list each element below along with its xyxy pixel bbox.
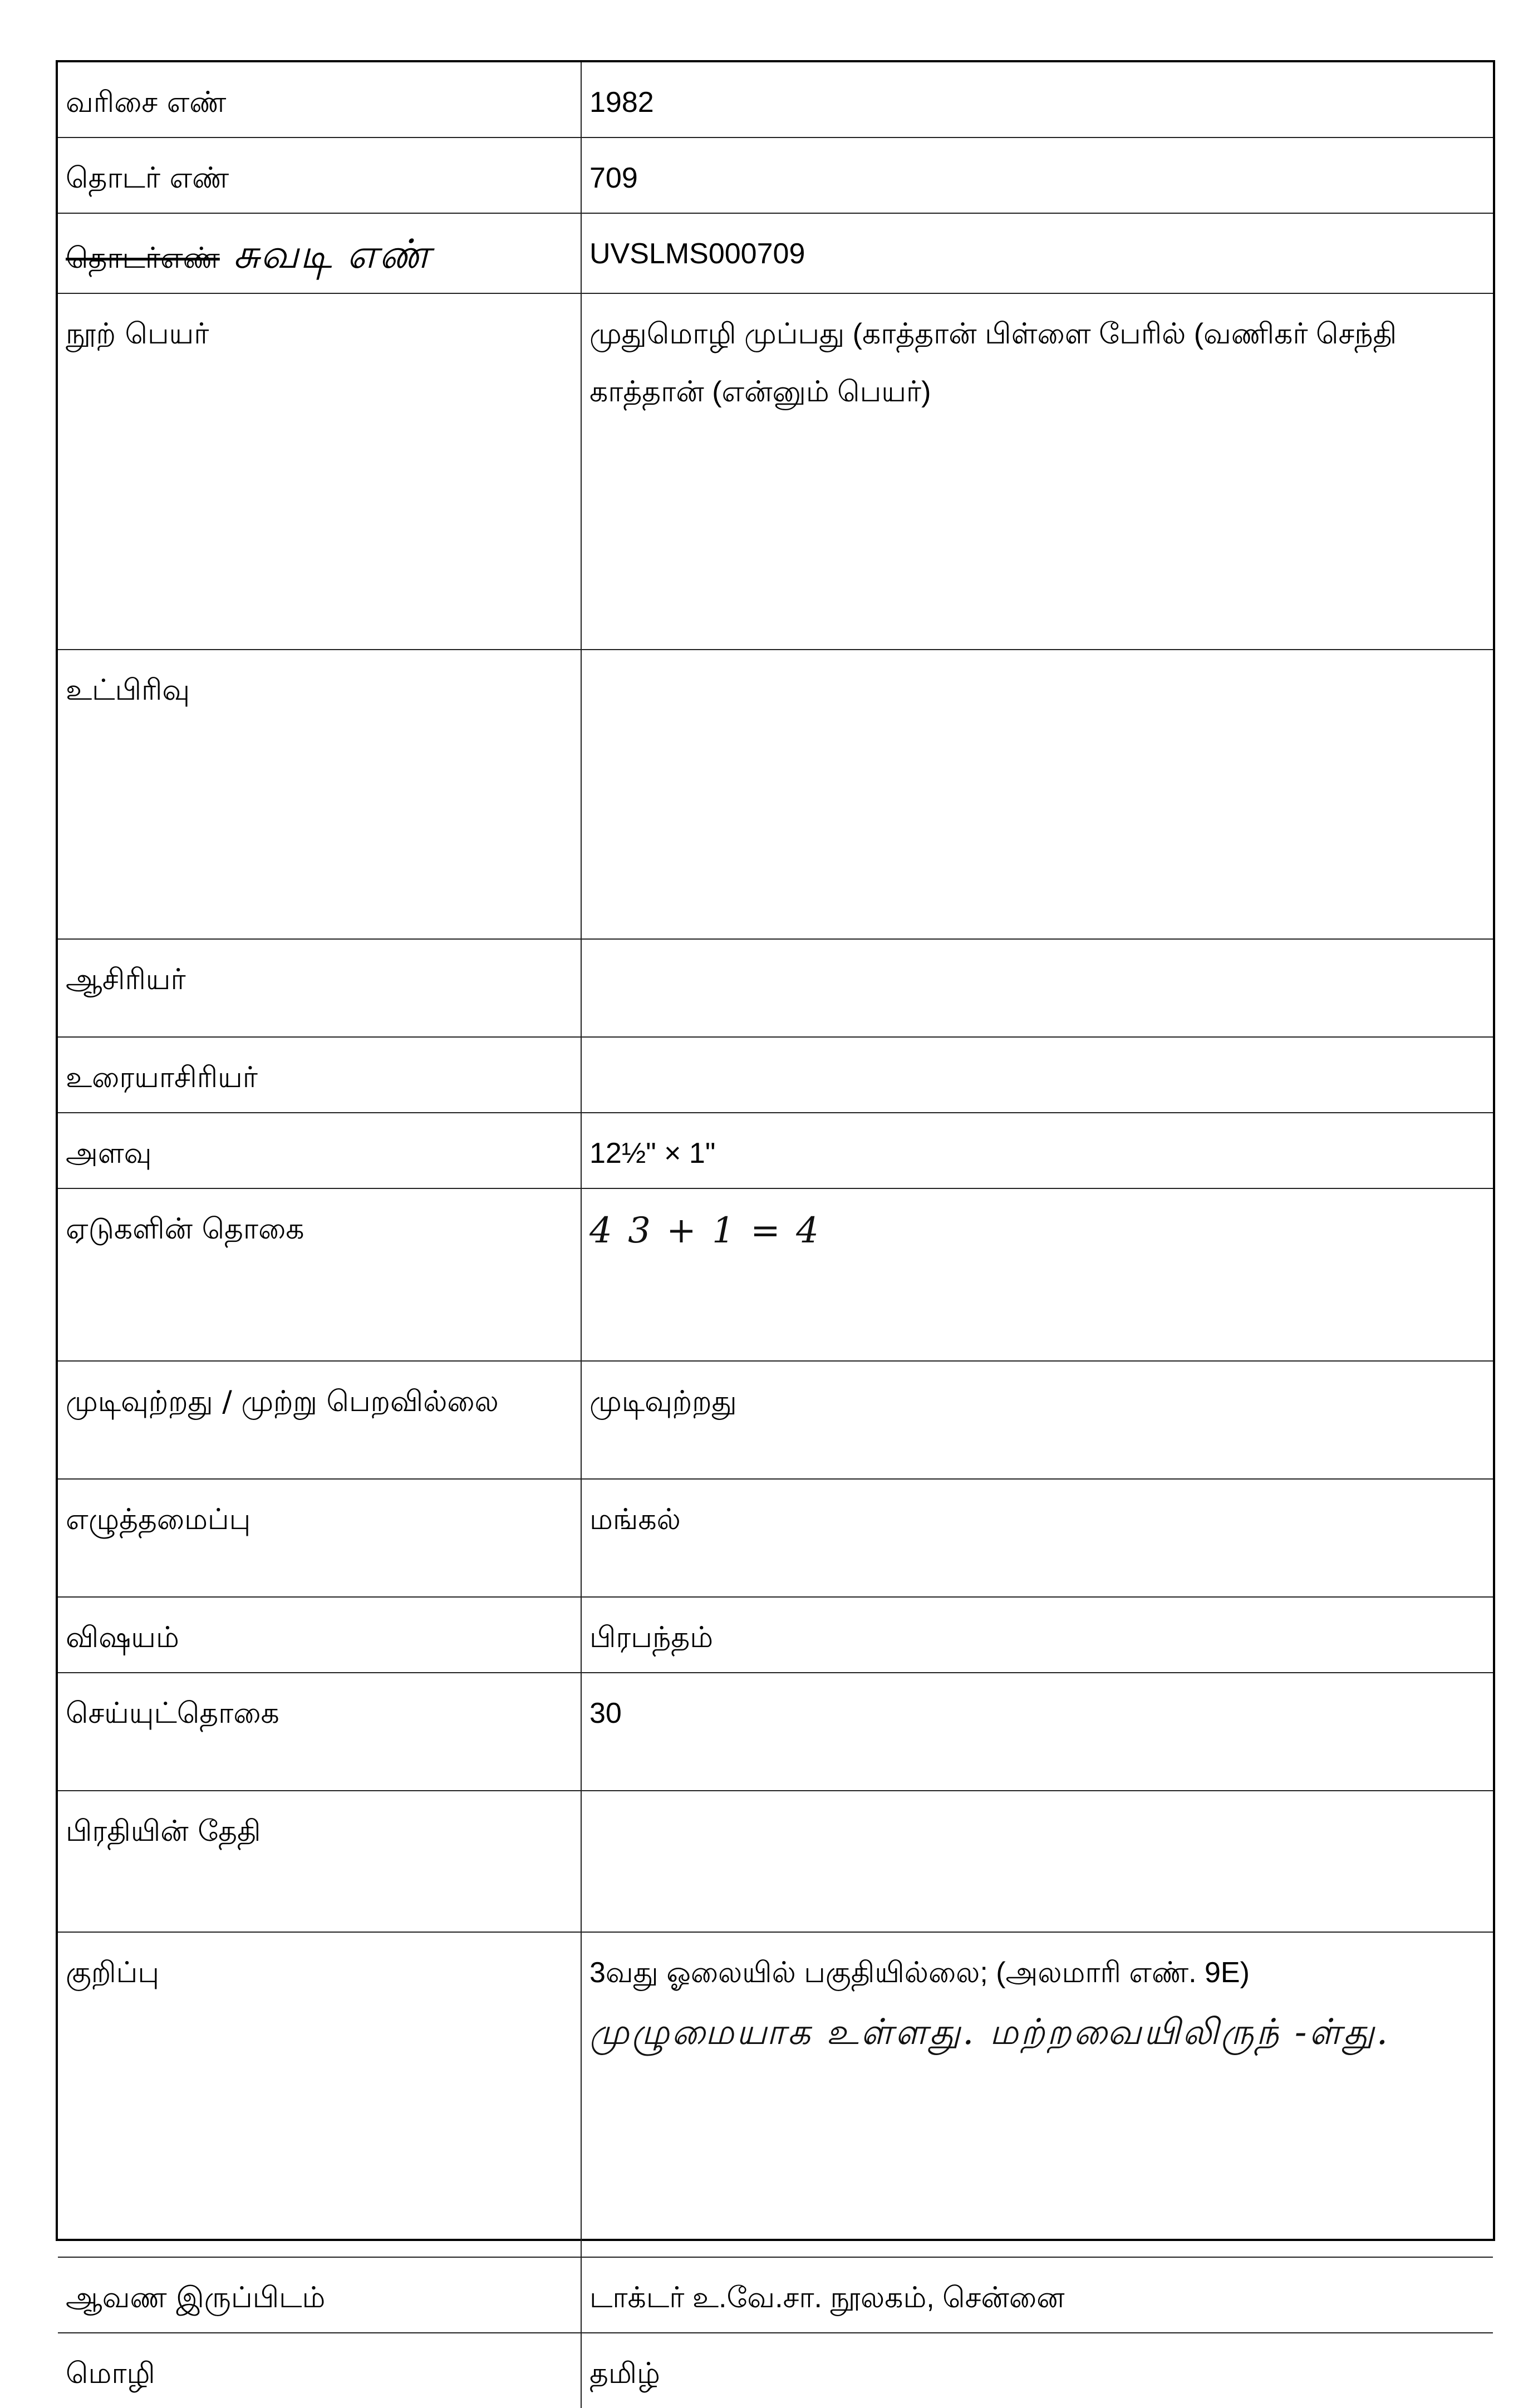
field-value: 12½" × 1"	[581, 1113, 1493, 1188]
field-label: விஷயம்	[58, 1597, 581, 1673]
table-row	[58, 1113, 1493, 1188]
handwritten-label: சுவடி எண்	[233, 230, 431, 277]
field-label: பிரதியின் தேதி	[58, 1791, 581, 1932]
field-label: அளவு	[58, 1113, 581, 1188]
field-value	[581, 1791, 1493, 1932]
table-row	[58, 939, 1493, 1037]
field-value: தமிழ்	[581, 2333, 1493, 2408]
table-row	[58, 1361, 1493, 1479]
table-row	[58, 1037, 1493, 1113]
field-value-cell	[581, 1188, 1493, 1361]
field-label: செய்யுட்தொகை	[58, 1673, 581, 1791]
field-value: முடிவுற்றது	[581, 1361, 1493, 1479]
table-row	[58, 2333, 1493, 2408]
field-value: 709	[581, 137, 1493, 213]
table-row	[58, 1188, 1493, 1361]
field-value: மங்கல்	[581, 1479, 1493, 1597]
field-label: வரிசை எண்	[58, 62, 581, 137]
remark-text: 3வது ஓலையில் பகுதியில்லை; (அலமாரி எண். 9E)	[589, 1957, 1250, 1989]
field-label: எழுத்தமைப்பு	[58, 1479, 581, 1597]
field-value	[581, 939, 1493, 1037]
table-row	[58, 2257, 1493, 2333]
table-row	[58, 1597, 1493, 1673]
field-label: குறிப்பு	[58, 1932, 581, 2257]
field-value	[581, 1037, 1493, 1113]
table-row	[58, 62, 1493, 137]
field-value: முதுமொழி முப்பது (காத்தான் பிள்ளை பேரில் (வணிகர் செந்தி காத்தான் (என்னும் பெயர்)	[581, 293, 1493, 650]
field-label: உட்பிரிவு	[58, 650, 581, 939]
table-row	[58, 1932, 1493, 2257]
field-label: முடிவுற்றது / முற்று பெறவில்லை	[58, 1361, 581, 1479]
table-row	[58, 1479, 1493, 1597]
table-row	[58, 293, 1493, 650]
field-label: நூற் பெயர்	[58, 293, 581, 650]
table-row	[58, 650, 1493, 939]
field-label: ஏடுகளின் தொகை	[58, 1188, 581, 1361]
catalog-sheet	[56, 60, 1495, 2390]
field-value-cell	[581, 1932, 1493, 2257]
field-label: உரையாசிரியர்	[58, 1037, 581, 1113]
field-label-cell	[58, 213, 581, 293]
handwritten-remark: முழுமையாக உள்ளது. மற்றவையிலிருந் -ள்து.	[589, 2012, 1390, 2053]
table-row	[58, 213, 1493, 293]
field-label: மொழி	[58, 2333, 581, 2408]
struck-label: தொடர்எண்	[66, 242, 220, 275]
handwritten-leaf-count: 4 3 + 1 = 4	[589, 1210, 821, 1251]
field-value: 30	[581, 1673, 1493, 1791]
table-row	[58, 137, 1493, 213]
metadata-table	[58, 62, 1493, 2408]
field-value: UVSLMS000709	[581, 213, 1493, 293]
field-label: ஆவண இருப்பிடம்	[58, 2257, 581, 2333]
field-value: 1982	[581, 62, 1493, 137]
field-label: தொடர் எண்	[58, 137, 581, 213]
field-value: டாக்டர் உ.வே.சா. நூலகம், சென்னை	[581, 2257, 1493, 2333]
field-value: பிரபந்தம்	[581, 1597, 1493, 1673]
table-row	[58, 1791, 1493, 1932]
table-row	[58, 1673, 1493, 1791]
field-label: ஆசிரியர்	[58, 939, 581, 1037]
field-value	[581, 650, 1493, 939]
